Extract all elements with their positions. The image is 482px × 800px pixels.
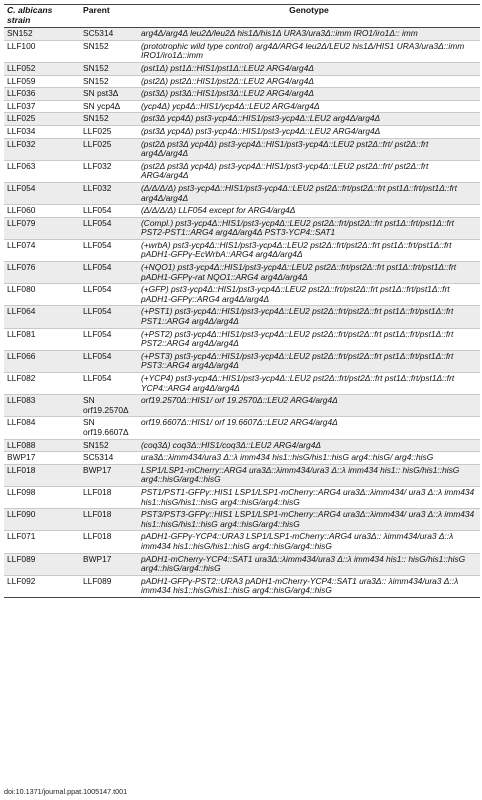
parent-cell: SN152 bbox=[80, 439, 138, 452]
strain-cell: LLF071 bbox=[4, 531, 80, 553]
genotype-cell: arg4Δ/arg4Δ leu2Δ/leu2Δ his1Δ/his1Δ URA3/ura3Δ::imm IRO1/iro1Δ:: imm bbox=[138, 28, 480, 41]
parent-cell: LLF054 bbox=[80, 328, 138, 350]
table-row bbox=[4, 417, 480, 439]
table-row bbox=[4, 373, 480, 395]
genotype-cell: (Δ/Δ/Δ/Δ) LLF054 except for ARG4/arg4Δ bbox=[138, 205, 480, 218]
genotype-cell: (pst3Δ ycp4Δ) pst3-ycp4Δ::HIS1/pst3-ycp4Δ::LEU2 arg4Δ/arg4Δ bbox=[138, 113, 480, 126]
table-row bbox=[4, 205, 480, 218]
table-row bbox=[4, 160, 480, 182]
parent-cell: LLF089 bbox=[80, 575, 138, 597]
table-row bbox=[4, 575, 480, 597]
table-row bbox=[4, 486, 480, 508]
doi-caption: doi:10.1371/journal.ppat.1005147.t001 bbox=[4, 787, 128, 796]
table-row bbox=[4, 113, 480, 126]
parent-cell: SN152 bbox=[80, 75, 138, 88]
genotype-cell: (pst3Δ ycp4Δ) pst3-ycp4Δ::HIS1/pst3-ycp4Δ::LEU2 ARG4/arg4Δ bbox=[138, 125, 480, 138]
genotype-cell: LSP1/LSP1-mCherry::ARG4 ura3Δ::λimm434/ura3 Δ::λ imm434 his1:: hisG/his1::hisG arg4::hisG/arg4::hisG bbox=[138, 464, 480, 486]
table-row bbox=[4, 138, 480, 160]
genotype-cell: pADH1-GFPγ-YCP4::URA3 LSP1/LSP1-mCherry::ARG4 ura3Δ:: λimm434/ura3 Δ::λ imm434 his1::hisG/his1::hisG arg4::hisG/arg4::hisG bbox=[138, 531, 480, 553]
genotype-cell: pADH1-mCherry-YCP4::SAT1 ura3Δ::λimm434/ura3 Δ::λ imm434 his1:: hisG/his1::hisG arg4::hisG/arg4::hisG bbox=[138, 553, 480, 575]
parent-cell: SN orf19.2570Δ bbox=[80, 395, 138, 417]
table-row bbox=[4, 553, 480, 575]
strain-cell: LLF037 bbox=[4, 100, 80, 113]
strain-cell: LLF018 bbox=[4, 464, 80, 486]
strain-cell: LLF025 bbox=[4, 113, 80, 126]
genotype-cell: (+PST3) pst3-ycp4Δ::HIS1/pst3-ycp4Δ::LEU2 pst2Δ::frt/pst2Δ::frt pst1Δ::frt/pst1Δ::frt PST3::ARG4 arg4Δ/arg4Δ bbox=[138, 350, 480, 372]
strain-table bbox=[4, 4, 480, 598]
strain-cell: LLF084 bbox=[4, 417, 80, 439]
strain-cell: BWP17 bbox=[4, 452, 80, 465]
strain-cell: LLF036 bbox=[4, 88, 80, 101]
genotype-cell: ura3Δ::λimm434/ura3 Δ::λ imm434 his1::hisG/his1::hisG arg4::hisG/ arg4::hisG bbox=[138, 452, 480, 465]
parent-cell: SN152 bbox=[80, 40, 138, 62]
table-row bbox=[4, 306, 480, 328]
table-row bbox=[4, 182, 480, 204]
strain-cell: LLF066 bbox=[4, 350, 80, 372]
strain-cell: LLF088 bbox=[4, 439, 80, 452]
table-header-row bbox=[4, 5, 480, 28]
table-row bbox=[4, 100, 480, 113]
parent-cell: LLF054 bbox=[80, 373, 138, 395]
table-row bbox=[4, 262, 480, 284]
genotype-cell: (+GFP) pst3-ycp4Δ::HIS1/pst3-ycp4Δ::LEU2 pst2Δ::frt/pst2Δ::frt pst1Δ::frt/pst1Δ::frt pADH1-GFPγ::ARG4 arg4Δ/arg4Δ bbox=[138, 284, 480, 306]
genotype-cell: (+PST2) pst3-ycp4Δ::HIS1/pst3-ycp4Δ::LEU2 pst2Δ::frt/pst2Δ::frt pst1Δ::frt/pst1Δ::frt PST2::ARG4 arg4Δ/arg4Δ bbox=[138, 328, 480, 350]
genotype-cell: (pst2Δ) pst2Δ::HIS1/pst2Δ::LEU2 ARG4/arg4Δ bbox=[138, 75, 480, 88]
genotype-cell: orf19.2570Δ::HIS1/ orf 19.2570Δ::LEU2 ARG4/arg4Δ bbox=[138, 395, 480, 417]
parent-cell: SN ycp4Δ bbox=[80, 100, 138, 113]
parent-cell: LLF054 bbox=[80, 205, 138, 218]
table-row bbox=[4, 239, 480, 261]
parent-cell: LLF054 bbox=[80, 217, 138, 239]
strain-cell: LLF089 bbox=[4, 553, 80, 575]
parent-cell: LLF018 bbox=[80, 486, 138, 508]
strain-cell: LLF059 bbox=[4, 75, 80, 88]
genotype-cell: orf19.6607Δ::HIS1/ orf 19.6607Δ::LEU2 ARG4/arg4Δ bbox=[138, 417, 480, 439]
table-row bbox=[4, 328, 480, 350]
table-row bbox=[4, 88, 480, 101]
strain-cell: LLF032 bbox=[4, 138, 80, 160]
parent-cell: BWP17 bbox=[80, 553, 138, 575]
parent-cell: SC5314 bbox=[80, 28, 138, 41]
table-row bbox=[4, 350, 480, 372]
strain-cell: LLF082 bbox=[4, 373, 80, 395]
genotype-cell: (Compl.) pst3-ycp4Δ::HIS1/pst3-ycp4Δ::LEU2 pst2Δ::frt/pst2Δ::frt pst1Δ::frt/pst1Δ::frt PST2-PST1::ARG4 arg4Δ/arg4Δ PST3-YCP4::SAT1 bbox=[138, 217, 480, 239]
strain-cell: LLF079 bbox=[4, 217, 80, 239]
strain-cell: LLF090 bbox=[4, 509, 80, 531]
table-row bbox=[4, 75, 480, 88]
table-row bbox=[4, 464, 480, 486]
table-row bbox=[4, 439, 480, 452]
genotype-cell: (+wrbA) pst3-ycp4Δ::HIS1/pst3-ycp4Δ::LEU2 pst2Δ::frt/pst2Δ::frt pst1Δ::frt/pst1Δ::frt pADH1-GFPγ-EcWrbA::ARG4 arg4Δ/arg4Δ bbox=[138, 239, 480, 261]
parent-cell: LLF032 bbox=[80, 160, 138, 182]
genotype-cell: (pst1Δ) pst1Δ::HIS1/pst1Δ::LEU2 ARG4/arg4Δ bbox=[138, 62, 480, 75]
strain-cell: LLF098 bbox=[4, 486, 80, 508]
strain-cell: LLF054 bbox=[4, 182, 80, 204]
parent-cell: LLF025 bbox=[80, 125, 138, 138]
parent-cell: SC5314 bbox=[80, 452, 138, 465]
parent-cell: SN152 bbox=[80, 62, 138, 75]
parent-cell: LLF054 bbox=[80, 284, 138, 306]
table-row bbox=[4, 531, 480, 553]
strain-cell: LLF092 bbox=[4, 575, 80, 597]
genotype-cell: (coq3Δ) coq3Δ::HIS1/coq3Δ::LEU2 ARG4/arg4Δ bbox=[138, 439, 480, 452]
strain-cell: SN152 bbox=[4, 28, 80, 41]
genotype-cell: PST3/PST3-GFPγ::HIS1 LSP1/LSP1-mCherry::ARG4 ura3Δ::λimm434/ ura3 Δ::λ imm434 his1::hisG/his1::hisG arg4::hisG/arg4::hisG bbox=[138, 509, 480, 531]
parent-cell: LLF054 bbox=[80, 350, 138, 372]
genotype-cell: (+PST1) pst3-ycp4Δ::HIS1/pst3-ycp4Δ::LEU2 pst2Δ::frt/pst2Δ::frt pst1Δ::frt/pst1Δ::frt PST1::ARG4 arg4Δ/arg4Δ bbox=[138, 306, 480, 328]
parent-cell: LLF018 bbox=[80, 531, 138, 553]
strain-cell: LLF064 bbox=[4, 306, 80, 328]
table-row bbox=[4, 62, 480, 75]
genotype-cell: (+NQO1) pst3-ycp4Δ::HIS1/pst3-ycp4Δ::LEU2 pst2Δ::frt/pst2Δ::frt pst1Δ::frt/pst1Δ::frt pADH1-GFPγ-rat NQO1::ARG4 arg4Δ/arg4Δ bbox=[138, 262, 480, 284]
genotype-cell: (prototrophic wild type control) arg4Δ/ARG4 leu2Δ/LEU2 his1Δ/HIS1 URA3/ura3Δ::imm IRO1/iro1Δ::imm bbox=[138, 40, 480, 62]
parent-cell: LLF025 bbox=[80, 138, 138, 160]
table-row bbox=[4, 125, 480, 138]
header-parent: Parent bbox=[80, 5, 138, 28]
table-row bbox=[4, 28, 480, 41]
table-row bbox=[4, 452, 480, 465]
strain-cell: LLF052 bbox=[4, 62, 80, 75]
table-row bbox=[4, 509, 480, 531]
parent-cell: LLF054 bbox=[80, 262, 138, 284]
genotype-cell: (pst2Δ pst3Δ ycp4Δ) pst3-ycp4Δ::HIS1/pst3-ycp4Δ::LEU2 pst2Δ::frt/ pst2Δ::frt ARG4/arg4Δ bbox=[138, 160, 480, 182]
strain-cell: LLF083 bbox=[4, 395, 80, 417]
strain-cell: LLF034 bbox=[4, 125, 80, 138]
parent-cell: LLF018 bbox=[80, 509, 138, 531]
genotype-cell: (ycp4Δ) ycp4Δ::HIS1/ycp4Δ::LEU2 ARG4/arg4Δ bbox=[138, 100, 480, 113]
parent-cell: LLF054 bbox=[80, 239, 138, 261]
header-strain: C. albicans strain bbox=[4, 5, 80, 28]
genotype-cell: (Δ/Δ/Δ/Δ) pst3-ycp4Δ::HIS1/pst3-ycp4Δ::LEU2 pst2Δ::frt/pst2Δ::frt pst1Δ::frt/pst1Δ::frt arg4Δ/arg4Δ bbox=[138, 182, 480, 204]
strain-cell: LLF063 bbox=[4, 160, 80, 182]
genotype-cell: (pst2Δ pst3Δ ycp4Δ) pst3-ycp4Δ::HIS1/pst3-ycp4Δ::LEU2 pst2Δ::frt/ pst2Δ::frt arg4Δ/arg4Δ bbox=[138, 138, 480, 160]
table-row bbox=[4, 40, 480, 62]
strain-cell: LLF060 bbox=[4, 205, 80, 218]
parent-cell: SN orf19.6607Δ bbox=[80, 417, 138, 439]
parent-cell: SN pst3Δ bbox=[80, 88, 138, 101]
strain-cell: LLF100 bbox=[4, 40, 80, 62]
table-row bbox=[4, 284, 480, 306]
strain-cell: LLF076 bbox=[4, 262, 80, 284]
genotype-cell: pADH1-GFPγ-PST2::URA3 pADH1-mCherry-YCP4::SAT1 ura3Δ:: λimm434/ura3 Δ::λ imm434 his1::hisG/his1::hisG arg4::hisG/arg4::hisG bbox=[138, 575, 480, 597]
genotype-cell: PST1/PST1-GFPγ::HIS1 LSP1/LSP1-mCherry::ARG4 ura3Δ::λimm434/ ura3 Δ::λ imm434 his1::hisG/his1::hisG arg4::hisG/arg4::hisG bbox=[138, 486, 480, 508]
genotype-cell: (+YCP4) pst3-ycp4Δ::HIS1/pst3-ycp4Δ::LEU2 pst2Δ::frt/pst2Δ::frt pst1Δ::frt/pst1Δ::frt YCP4::ARG4 arg4Δ/arg4Δ bbox=[138, 373, 480, 395]
parent-cell: LLF032 bbox=[80, 182, 138, 204]
strain-cell: LLF074 bbox=[4, 239, 80, 261]
parent-cell: LLF054 bbox=[80, 306, 138, 328]
genotype-cell: (pst3Δ) pst3Δ::HIS1/pst3Δ::LEU2 ARG4/arg4Δ bbox=[138, 88, 480, 101]
strain-cell: LLF080 bbox=[4, 284, 80, 306]
parent-cell: BWP17 bbox=[80, 464, 138, 486]
strain-cell: LLF081 bbox=[4, 328, 80, 350]
header-genotype: Genotype bbox=[138, 5, 480, 28]
table-row bbox=[4, 217, 480, 239]
parent-cell: SN152 bbox=[80, 113, 138, 126]
table-row bbox=[4, 395, 480, 417]
